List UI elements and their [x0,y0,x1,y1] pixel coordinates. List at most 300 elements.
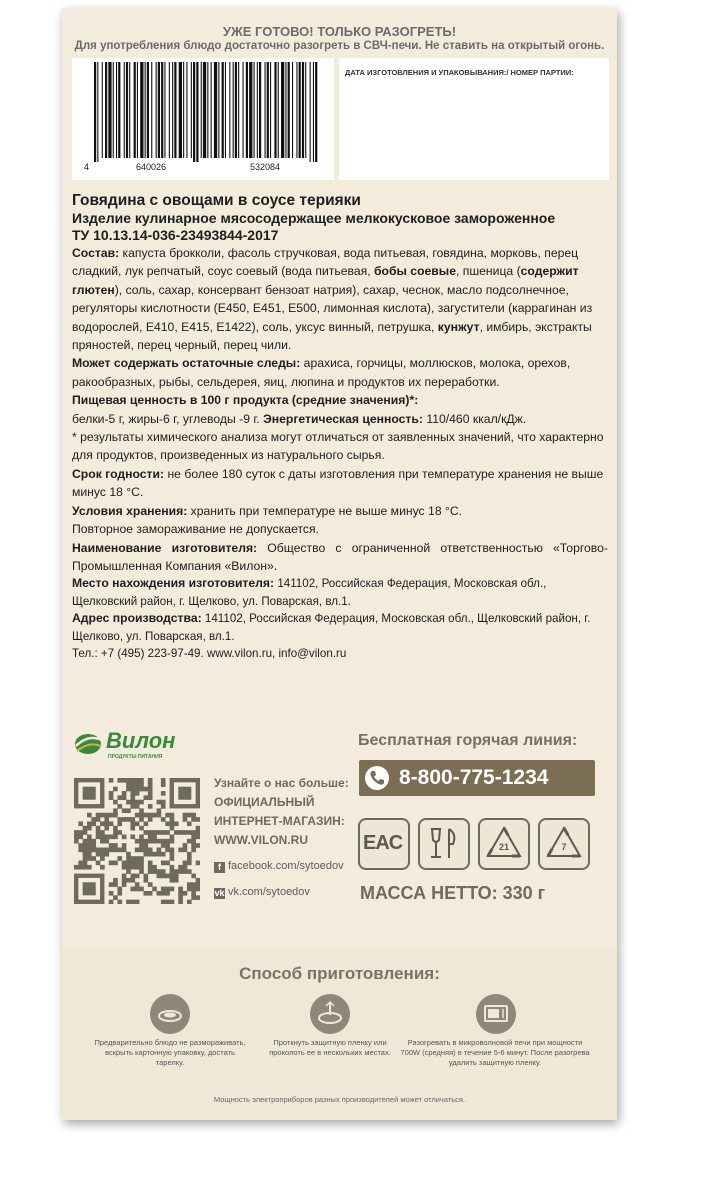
barcode-bar [259,62,261,158]
qr-module [87,821,92,826]
qr-module [191,895,196,900]
qr-module [157,848,162,853]
qr-module [135,900,140,904]
barcode-bar [222,62,224,158]
composition-text-1: капуста брокколи, фасоль стручковая, вода питьевая, говядина, морковь, перец сладкий, лук репчатый, соус соевый (вода питьевая, [72,246,579,279]
qr-module [161,830,166,835]
qr-module [157,852,162,857]
qr-module [187,861,192,866]
qr-module [170,817,175,822]
eac-text: EAC [363,832,403,854]
qr-module [87,848,92,853]
storage [72,502,608,520]
vk-link[interactable] [214,886,310,899]
qr-module [91,821,96,826]
qr-module [83,826,88,831]
production-address [72,610,608,645]
shelf-life-text: не более 180 суток с даты изготовления при температуре хранения не выше минус 18 °С. [72,466,604,500]
step-2-text: Проткнуть защитную пленку или проколоть ее в нескольких местах. [269,1038,391,1057]
qr-module [139,782,144,787]
qr-module [161,900,166,904]
qr-module [152,869,157,874]
qr-module [187,813,192,818]
qr-module [100,839,105,844]
qr-module [139,865,144,870]
qr-module [87,839,92,844]
barcode-bar [183,62,184,158]
qr-module [122,874,127,879]
qr-module [109,821,114,826]
qr-module [178,830,183,835]
qr-module [187,830,192,835]
energy-value: 110/460 ккал/кДж. [422,411,527,426]
qr-module [148,891,153,896]
qr-module [183,891,188,896]
qr-module [122,834,127,839]
qr-module [157,800,162,805]
qr-module [113,813,118,818]
barcode-bar [270,62,271,158]
qr-module [100,848,105,853]
product-subtitle: Изделие кулинарное мясосодержащее мелкокусковое замороженное [72,210,556,226]
qr-module [148,882,153,887]
qr-module [130,861,135,866]
barcode-bar [172,62,173,158]
qr-module [148,778,153,783]
barcode-bar [243,62,244,158]
qr-module [144,878,149,883]
qr-module [130,795,135,800]
qr-module [109,813,114,818]
manufacturer-location-text: 141102, Российская Федерация, Московская обл., Щелковский район, г. Щелково, ул. Поварская, вл.1. [72,577,547,608]
barcode [80,62,326,162]
qr-module [122,817,127,822]
qr-module [170,852,175,857]
qr-module [183,848,188,853]
nutrition [72,391,608,428]
qr-module [152,865,157,870]
barcode-bar [246,62,248,158]
phone-number: 8-800-775-1234 [399,766,549,789]
ready-header: УЖЕ ГОТОВО! ТОЛЬКО РАЗОГРЕТЬ! [222,24,457,39]
qr-module [187,821,192,826]
barcode-bar [267,62,269,158]
qr-module [144,813,149,818]
qr-module [91,817,96,822]
production-address-text: 141102, Российская Федерация, Московская обл., Щелковский район, г. Щелково, ул. Поварская, вл.1. [72,612,591,643]
qr-module [165,861,170,866]
qr-module [109,882,114,887]
qr-module [152,887,157,892]
qr-module [83,848,88,853]
qr-module [157,891,162,896]
qr-module [130,900,135,904]
qr-module [113,834,118,839]
barcode-bar [156,62,157,158]
qr-module [139,817,144,822]
qr-module [96,830,101,835]
qr-module [161,861,166,866]
qr-module [161,839,166,844]
hotline-phone[interactable] [359,760,595,796]
barcode-group-2: 532084 [250,162,281,172]
qr-module [178,887,183,892]
qr-module [117,804,122,809]
qr-module [91,839,96,844]
qr-module [165,891,170,896]
qr-module [104,834,109,839]
allergen-soy: бобы соевые [374,264,456,279]
qr-module [183,813,188,818]
shop-url[interactable]: WWW.VILON.RU [214,833,308,847]
qr-module [165,848,170,853]
heating-instruction-header: Для употребления блюдо достаточно разогреть в СВЧ-печи. Не ставить на открытый огонь. [74,40,605,52]
qr-module [83,830,88,835]
barcode-bar [102,62,103,158]
qr-module [87,865,92,870]
qr-module [74,830,79,835]
qr-module [157,808,162,813]
qr-module [152,852,157,857]
phone-icon [365,766,389,790]
qr-module [78,865,83,870]
qr-module [170,887,175,892]
qr-module [135,791,140,796]
qr-module [104,826,109,831]
qr-module [178,900,183,904]
qr-module [126,817,131,822]
qr-module [83,865,88,870]
qr-module [135,804,140,809]
qr-module [191,887,196,892]
qr-module [74,839,79,844]
qr-module [109,891,114,896]
qr-module [104,817,109,822]
learn-more-line-3: ИНТЕРНЕТ-МАГАЗИН: [214,814,345,828]
qr-module [96,826,101,831]
barcode-bar [310,62,311,162]
barcode-bar [164,62,165,158]
qr-module [148,861,153,866]
qr-module [183,843,188,848]
qr-module [135,800,140,805]
barcode-bar [281,62,284,158]
qr-module [157,839,162,844]
qr-module [122,795,127,800]
qr-module [126,782,131,787]
qr-module [135,861,140,866]
qr-module [83,856,88,861]
qr-module [135,813,140,818]
qr-module [74,865,79,870]
qr-module [113,800,118,805]
qr-module [113,848,118,853]
recycle-7-icon [538,818,590,870]
manufacturer-text: Общество с ограниченной ответственностью «Торгово-Промышленная Компания «Вилон». [72,540,608,573]
barcode-bar [137,62,138,158]
qr-module [148,869,153,874]
qr-module [170,834,175,839]
qr-module [87,852,92,857]
facebook-text: facebook.com/sytoedov [228,860,344,872]
qr-module [96,834,101,839]
qr-module [126,778,131,783]
barcode-area [72,58,334,180]
qr-module [187,852,192,857]
qr-module [139,826,144,831]
qr-module [148,787,153,792]
qr-module [170,874,175,879]
qr-module [161,817,166,822]
qr-module [91,848,96,853]
qr-module [130,782,135,787]
qr-module [135,874,140,879]
qr-module [183,817,188,822]
qr-module [174,878,179,883]
barcode-bar [108,62,111,158]
barcode-bar [158,62,160,158]
qr-module [122,882,127,887]
qr-module [109,843,114,848]
qr-module [144,843,149,848]
product-label [62,8,617,1120]
qr-module [87,856,92,861]
qr-module [148,795,153,800]
food-contact-icon [418,818,470,870]
composition-text-3: ), соль, сахар, консервант бензоат натрия), сахар, чеснок, масло подсолнечное, регуляторы кислотности (Е450, Е451, Е500, лимонная кислота), загустители (каррагинан из водорослей, Е410, Е415, Е1422), соль, уксус винный, петрушка, [72,282,593,334]
traces-text: арахиса, горчицы, моллюсков, молока, орехов, ракообразных, рыбы, сельдерея, яиц, люпина и продуктов их переработки. [72,356,571,389]
qr-module [78,848,83,853]
qr-module [144,821,149,826]
qr-module [196,830,200,835]
barcode-bar [196,62,198,162]
qr-module [165,900,170,904]
qr-module [191,874,196,879]
qr-module [126,800,131,805]
cooking-method-title: Способ приготовления: [239,964,440,983]
qr-module [117,830,122,835]
qr-module [161,804,166,809]
qr-module [91,843,96,848]
qr-module [170,856,175,861]
qr-module [148,834,153,839]
barcode-bar [94,62,96,162]
qr-module [170,813,175,818]
qr-module [196,834,200,839]
qr-module [187,900,192,904]
date-batch-label: ДАТА ИЗГОТОВЛЕНИЯ И УПАКОВЫВАНИЯ:/ НОМЕР ПАРТИИ: [345,68,574,77]
qr-module [191,817,196,822]
qr-module [78,821,83,826]
qr-module [100,813,105,818]
barcode-bar [191,62,192,158]
composition-text-4: , имбирь, экстракты пряностей, перец черный, перец чили. [72,319,592,353]
qr-module [87,834,92,839]
qr-module [148,813,153,818]
qr-module [148,782,153,787]
manufacturer-location-label: Место нахождения изготовителя: [72,576,275,591]
qr-module [135,882,140,887]
nutrition-note: * результаты химического анализа могут отличаться от заявленных значений, что характерно для продуктов, произведенных из натурального сырья. [72,430,604,463]
qr-module [100,856,105,861]
barcode-bar [235,62,237,158]
qr-module [148,830,153,835]
qr-module [126,856,131,861]
qr-module [183,865,188,870]
qr-module [187,869,192,874]
composition [72,244,608,354]
barcode-bar [126,62,128,158]
qr-module [126,852,131,857]
qr-module [191,843,196,848]
storage-note: Повторное замораживание не допускается. [72,522,319,537]
qr-module [196,878,200,883]
qr-module [135,782,140,787]
barcode-bar [313,62,314,162]
storage-text: хранить при температуре не выше минус 18 °С. [187,503,463,518]
qr-module [130,865,135,870]
facebook-icon: f [214,862,225,873]
qr-module [187,839,192,844]
qr-module [144,874,149,879]
traces [72,354,608,391]
facebook-link[interactable] [214,860,344,873]
qr-module [126,861,131,866]
qr-module [135,778,140,783]
qr-module [126,787,131,792]
qr-module [139,813,144,818]
qr-module [152,839,157,844]
qr-module [113,895,118,900]
qr-module [139,834,144,839]
barcode-bar [147,62,149,158]
barcode-bar [254,62,255,158]
qr-module [161,843,166,848]
qr-module [152,813,157,818]
qr-module [161,852,166,857]
qr-module [165,813,170,818]
qr-module [135,848,140,853]
barcode-bar [113,62,114,158]
qr-module [96,813,101,818]
qr-module [174,821,179,826]
power-footnote: Мощность электроприборов разных производителей может отличаться. [213,1095,466,1104]
vk-text: vk.com/sytoedov [228,886,310,898]
shelf-life-label: Срок годности: [72,466,165,481]
qr-module [122,808,127,813]
qr-module [78,830,83,835]
barcode-bar [140,62,143,158]
qr-module [187,882,192,887]
barcode-bar [238,62,239,158]
date-batch-box [339,58,609,180]
barcode-bar [218,62,219,158]
qr-module [104,852,109,857]
qr-module [83,839,88,844]
barcode-bar [97,62,98,162]
qr-module [126,865,131,870]
qr-module [139,787,144,792]
qr-module [109,848,114,853]
barcode-bar [116,62,117,158]
qr-module [178,869,183,874]
plate-icon [150,994,190,1034]
qr-module [165,830,170,835]
qr-module [170,878,175,883]
barcode-bar [285,62,286,158]
barcode-bar [179,62,182,158]
qr-module [139,778,144,783]
qr-module [161,778,166,783]
qr-module [117,887,122,892]
qr-module [191,891,196,896]
qr-module [191,830,196,835]
qr-module [109,834,114,839]
qr-module [104,813,109,818]
qr-module [117,795,122,800]
qr-module [139,839,144,844]
qr-module [117,900,122,904]
barcode-bar [296,62,297,158]
qr-module [126,878,131,883]
qr-module [87,826,92,831]
composition-text-2: , пшеница ( [455,264,521,279]
qr-module [187,856,192,861]
barcode-digit-first: 4 [84,162,90,172]
barcode-bar [257,62,258,158]
qr-module [126,900,131,904]
barcode-bar [169,62,170,158]
hotline-title: Бесплатная горячая линия: [358,732,578,749]
product-title: Говядина с овощами в соусе терияки [72,192,361,209]
qr-module [148,852,153,857]
qr-module [87,843,92,848]
qr-module [117,817,122,822]
qr-module [126,808,131,813]
qr-module [109,900,114,904]
energy-label: Энергетическая ценность: [263,411,423,426]
barcode-bar [145,62,146,158]
qr-module [144,891,149,896]
qr-module [170,839,175,844]
recycle-21-text: 21 [498,842,509,852]
qr-module [130,856,135,861]
qr-module [130,874,135,879]
qr-module [135,839,140,844]
qr-module [83,861,88,866]
qr-module [165,821,170,826]
qr-finder-center [83,882,96,895]
qr-module [130,787,135,792]
qr-module [104,839,109,844]
qr-code[interactable] [74,778,200,904]
qr-module [174,869,179,874]
qr-module [161,887,166,892]
allergen-gluten: содержит глютен [72,264,579,297]
production-address-label: Адрес производства: [72,611,202,626]
qr-module [91,856,96,861]
qr-module [109,795,114,800]
qr-module [161,869,166,874]
qr-module [100,865,105,870]
qr-module [161,782,166,787]
qr-module [157,813,162,818]
qr-module [196,887,200,892]
qr-module [170,848,175,853]
qr-module [196,861,200,866]
barcode-bar [203,62,206,158]
barcode-bar [302,62,304,158]
